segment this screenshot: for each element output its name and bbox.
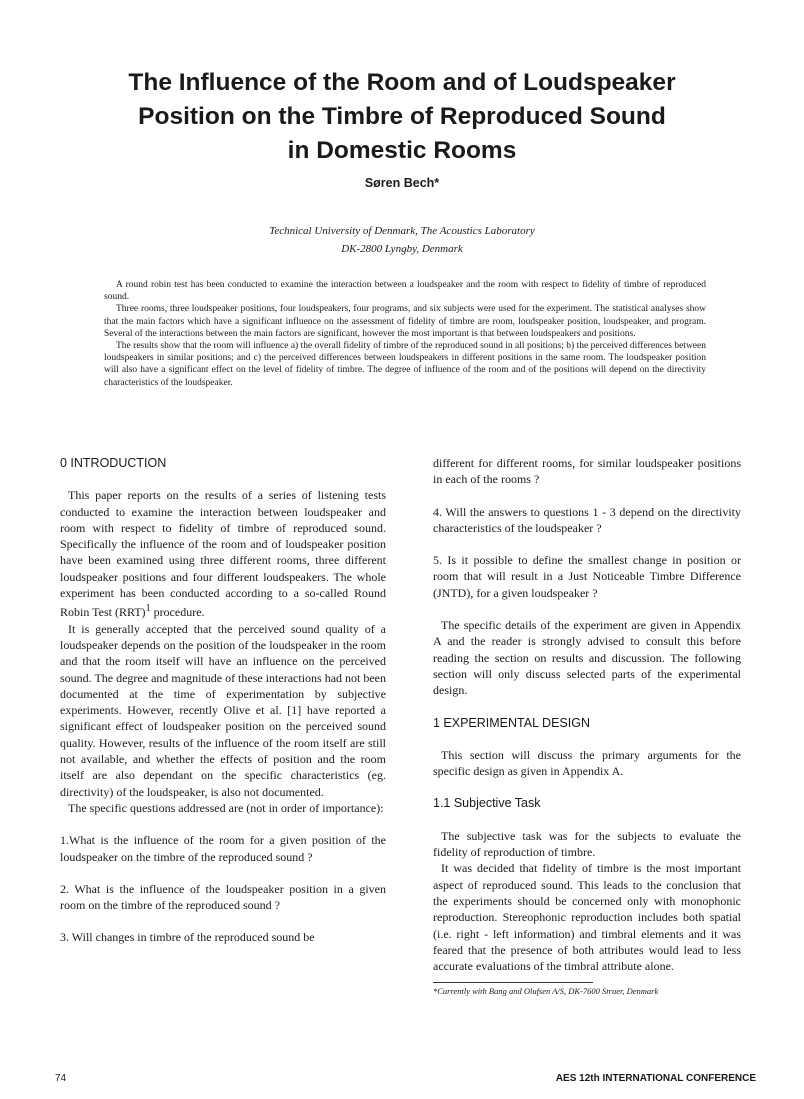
question-4: 4. Will the answers to questions 1 - 3 depend on the directivity characteristics of the loudspeaker ?	[433, 504, 741, 535]
question-2: 2. What is the influence of the loudspeaker position in a given room on the timbre of the reproduced sound ?	[60, 881, 386, 913]
paper-title	[0, 66, 804, 168]
left-column	[60, 455, 386, 946]
author-footnote: *Currently with Bang and Olufsen A/S, DK-7600 Struer, Denmark	[433, 986, 659, 997]
intro-paragraph-2: It is generally accepted that the perceived sound quality of a loudspeaker depends on the position of the loudspeaker in the room and that the room itself will have an influence on the perceived sound. The degree and magnitude of these interactions had not been documented at the time of experimentation by subjective experiments. However, recently Olive et al. [1] have reported a significant effect of loudspeaker position on the perceived sound quality. However, results of the influence of the room itself are still not available, and whether the effects of position and the room itself are also dependant on the specific characteristics (eg. directivity) of the loudspeaker, is also not documented.	[60, 621, 387, 799]
question-1: 1.What is the influence of the room for a given position of the loudspeaker on the timbre of the reproduced sound ?	[60, 833, 386, 864]
conference-name: AES 12th INTERNATIONAL CONFERENCE	[555, 1073, 756, 1084]
footnote-rule	[433, 982, 593, 983]
subsection-heading-subjective-task: 1.1 Subjective Task	[433, 796, 541, 811]
section-heading-introduction: 0 INTRODUCTION	[60, 456, 167, 470]
question-5: 5. Is it possible to define the smallest change in position or room that will result in a Just Noticeable Timbre Difference (JNTD), for a given loudspeaker ?	[433, 553, 741, 600]
question-3-continued: different for different rooms, for similar loudspeaker positions in each of the rooms ?	[433, 456, 741, 487]
question-3: 3. Will changes in timbre of the reproduced sound be	[60, 930, 315, 945]
task-paragraph-2: It was decided that fidelity of timbre is the most important aspect of reproduced sound. This leads to the conclusion that the experiments should be concerned only with monophonic reproduction. Stereophonic reproduction includes both spatial (i.e. right - left information) and timbral elements and it was feared that the presence of both attributes would lead to less accurate evaluations of the timbral attribute alone.	[433, 861, 741, 974]
intro-paragraph-1-text: This paper reports on the results of a series of listening tests conducted to examine the interaction between loudspeaker and room with respect to fidelity of timbre of reproduced sound. Specifically the influence of the room and of loudspeaker position have been examined using three different rooms, three different loudspeaker positions and four different loudspeakers. The whole experiment has been conducted according to a so-called Round Robin Test (RRT)	[60, 488, 386, 620]
abstract	[104, 279, 706, 389]
author-name: Søren Bech*	[364, 176, 440, 190]
design-paragraph: This section will discuss the primary arguments for the specific design as given in Appendix A.	[433, 747, 741, 779]
title-line-1: The Influence of the Room and of Loudspeaker	[128, 69, 676, 96]
page-number: 74	[55, 1073, 67, 1084]
affiliation-line-1: Technical University of Denmark, The Acoustics Laboratory	[269, 225, 535, 237]
task-paragraph-1: The subjective task was for the subjects to evaluate the fidelity of reproduction of timbre.	[433, 828, 741, 860]
reference-superscript: 1	[145, 603, 151, 615]
intro-paragraph-1	[60, 487, 386, 620]
right-column	[433, 455, 741, 997]
title-line-3: in Domestic Rooms	[287, 137, 517, 164]
section-heading-experimental-design: 1 EXPERIMENTAL DESIGN	[433, 715, 590, 730]
intro-paragraph-1-end: procedure.	[150, 605, 205, 620]
details-paragraph: The specific details of the experiment are given in Appendix A and the reader is strongly advised to consult this before reading the section on results and discussion. The following section will only discuss selected parts of the experimental design.	[433, 618, 741, 698]
abstract-paragraph-3: The results show that the room will influence a) the overall fidelity of timbre of the reproduced sound in all positions; b) the perceived differences between loudspeakers in similar positions; and c) the perceived differences between loudspeakers in different positions in the same room. The loudspeaker position will also have a significant effect on the level of fidelity of timbre. The degree of influence of the room and of the positions will depend on the directivity characteristics of the loudspeaker.	[104, 341, 706, 388]
abstract-paragraph-2: Three rooms, three loudspeaker positions, four loudspeakers, four programs, and six subjects were used for the experiment. The statistical analyses show that the main factors which have a significant influence on the assessment of fidelity of timbre are room, loudspeaker position, loudspeaker, and program. Several of the interactions between the main factors are significant, however the most important is that between loudspeakers and positions.	[104, 304, 706, 339]
title-line-2: Position on the Timbre of Reproduced Sound	[138, 103, 666, 130]
abstract-paragraph-1: A round robin test has been conducted to examine the interaction between a loudspeaker and the room with respect to fidelity of timbre of reproduced sound.	[104, 280, 706, 303]
intro-paragraph-3: The specific questions addressed are (not in order of importance):	[68, 800, 384, 815]
affiliation	[0, 222, 804, 258]
affiliation-line-2: DK-2800 Lyngby, Denmark	[341, 243, 463, 255]
